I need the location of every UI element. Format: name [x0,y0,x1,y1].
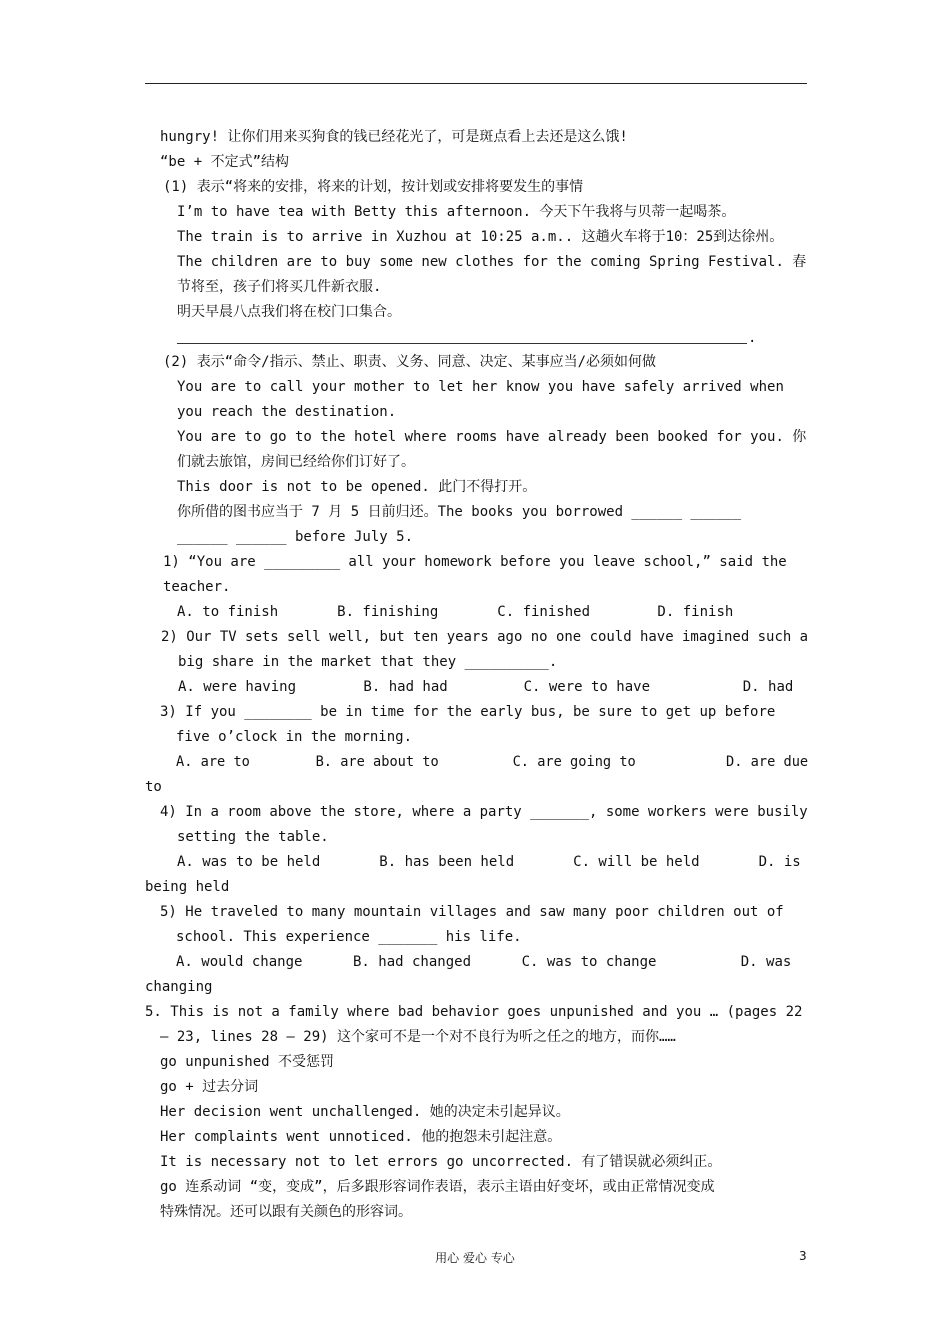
example-line: This door is not to be opened. 此门不得打开。 [177,479,537,495]
example-line: The children are to buy some new clothes for the coming Spring Festival. 春 [177,254,807,270]
text-line: – 23, lines 28 – 29) 这个家可不是一个对不良行为听之任之的地方，而你…… [160,1029,676,1045]
header-rule [145,83,807,84]
section-heading: 5. This is not a family where bad behavior goes unpunished and you … (pages 22 [145,1004,803,1020]
example-line: It is necessary not to let errors go uncorrected. 有了错误就必须纠正。 [160,1154,722,1170]
example-line: Her complaints went unnoticed. 他的抱怨未引起注意。 [160,1129,562,1145]
example-line: The train is to arrive in Xuzhou at 10:25 a.m.. 这趟火车将于10：25到达徐州。 [177,229,784,245]
page-footer: 用心 爱心 专心 [435,1251,515,1265]
answer-blank-period: . [748,330,757,346]
question-line: school. This experience _______ his life. [176,929,522,945]
text-line: (1) 表示“将来的安排，将来的计划，按计划或安排将要发生的事情 [163,179,584,195]
question-line: setting the table. [177,829,329,845]
question-line: 1) “You are _________ all your homework before you leave school,” said the [163,554,787,570]
example-line: 节将至，孩子们将买几件新衣服. [177,279,382,295]
text-line: go 连系动词 “变，变成”，后多跟形容词作表语，表示主语由好变坏，或由正常情况变成 [160,1179,715,1195]
example-line: 们就去旅馆，房间已经给你们订好了。 [177,454,415,470]
example-line: Her decision went unchallenged. 她的决定未引起异议。 [160,1104,570,1120]
question-line: five o’clock in the morning. [176,729,413,745]
example-line: I’m to have tea with Betty this afternoon. 今天下午我将与贝蒂一起喝茶。 [177,204,736,220]
answer-options: A. were having B. had had C. were to have D. had [178,679,794,695]
question-line: teacher. [163,579,231,595]
page-number: 3 [799,1249,807,1263]
example-line: You are to call your mother to let her know you have safely arrived when [177,379,784,395]
example-line: ______ ______ before July 5. [177,529,414,545]
text-line: hungry! 让你们用来买狗食的钱已经花光了，可是斑点看上去还是这么饿! [160,129,628,145]
answer-options: A. would change B. had changed C. was to change D. was [176,954,792,970]
text-line: go unpunished 不受惩罚 [160,1054,335,1070]
text-line: 特殊情况。还可以跟有关颜色的形容词。 [160,1204,412,1220]
answer-options: A. to finish B. finishing C. finished D. finish [177,604,734,620]
example-line: you reach the destination. [177,404,397,420]
question-line: big share in the market that they __________. [178,654,558,670]
text-line: go + 过去分词 [160,1079,259,1095]
question-line: 5) He traveled to many mountain villages and saw many poor children out of [160,904,784,920]
answer-blank-line [177,343,747,344]
section-heading: “be + 不定式”结构 [160,154,290,170]
question-line: 4) In a room above the store, where a party _______, some workers were busily [160,804,808,820]
text-line: (2) 表示“命令/指示、禁止、职责、义务、同意、决定、某事应当/必须如何做 [163,354,656,370]
question-line: 2) Our TV sets sell well, but ten years ago no one could have imagined such a [161,629,809,645]
example-line: 你所借的图书应当于 7 月 5 日前归还。The books you borrowed ______ ______ [177,504,742,520]
question-line: 3) If you ________ be in time for the early bus, be sure to get up before [160,704,776,720]
example-line: 明天早晨八点我们将在校门口集合。 [177,304,401,320]
answer-options: changing [145,979,213,995]
answer-options: to [145,779,162,795]
answer-options: A. are to B. are about to C. are going to D. are due [176,754,809,770]
example-line: You are to go to the hotel where rooms have already been booked for you. 你 [177,429,807,445]
answer-options: A. was to be held B. has been held C. will be held D. is [177,854,801,870]
answer-options: being held [145,879,230,895]
